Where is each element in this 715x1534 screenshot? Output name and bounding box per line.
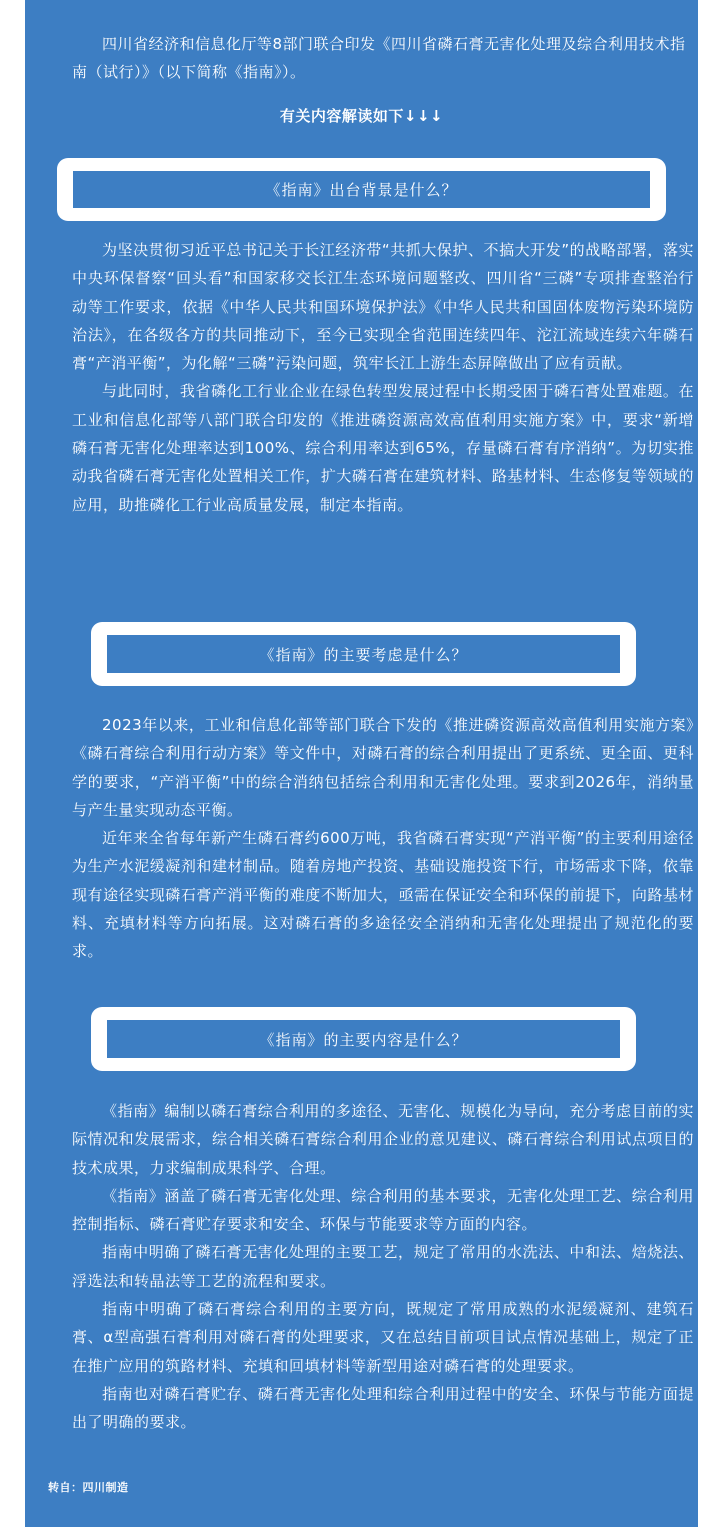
paragraph-content-2: 《指南》涵盖了磷石膏无害化处理、综合利用的基本要求，无害化处理工艺、综合利用控制指标、磷石膏贮存要求和安全、环保与节能要求等方面的内容。: [72, 1186, 694, 1234]
section-background-body: [72, 236, 694, 519]
article-panel: [25, 0, 698, 1527]
question-title-considerations: 《指南》的主要考虑是什么？: [107, 635, 620, 673]
intro-paragraph: 四川省经济和信息化厅等8部门联合印发《四川省磷石膏无害化处理及综合利用技术指南（试行）》（以下简称《指南》）。: [72, 35, 686, 81]
paragraph-content-3: 指南中明确了磷石膏无害化处理的主要工艺，规定了常用的水洗法、中和法、焙烧法、浮选法和转晶法等工艺的流程和要求。: [72, 1243, 694, 1290]
paragraph-background-2: 与此同时，我省磷化工行业企业在绿色转型发展过程中长期受困于磷石膏处置难题。在工业和信息化部等八部门联合印发的《推进磷资源高效高值利用实施方案》中，要求“新增磷石膏无害化处理率达到100%、综合利用率达到65%，存量磷石膏有序消纳”。为切实推动我省磷石膏无害化处置相关工作，扩大磷石膏在建筑材料、路基材料、生态修复等领域的应用，助推磷化工行业高质量发展，制定本指南。: [72, 382, 694, 514]
section-content-body: [72, 1097, 694, 1437]
paragraph-content-4: 指南中明确了磷石膏综合利用的主要方向，既规定了常用成熟的水泥缓凝剂、建筑石膏、α型高强石膏利用对磷石膏的处理要求，又在总结目前项目试点情况基础上，规定了正在推广应用的筑路材料、充填和回填材料等新型用途对磷石膏的处理要求。: [72, 1300, 694, 1375]
section-considerations-body: [72, 711, 694, 966]
intro-heading: 有关内容解读如下↓↓↓: [279, 107, 444, 125]
paragraph-considerations-2: 近年来全省每年新产生磷石膏约600万吨，我省磷石膏实现“产消平衡”的主要利用途径为生产水泥缓凝剂和建材制品。随着房地产投资、基础设施投资下行，市场需求下降，依靠现有途径实现磷石膏产消平衡的难度不断加大，亟需在保证安全和环保的前提下，向路基材料、充填材料等方向拓展。这对磷石膏的多途径安全消纳和无害化处理提出了规范化的要求。: [72, 829, 694, 961]
source-credit: 转自：四川制造: [48, 1481, 129, 1494]
paragraph-background-1: 为坚决贯彻习近平总书记关于长江经济带“共抓大保护、不搞大开发”的战略部署，落实中央环保督察“回头看”和国家移交长江生态环境问题整改、四川省“三磷”专项排查整治行动等工作要求，依据《中华人民共和国环境保护法》《中华人民共和国固体废物污染环境防治法》，在各级各方的共同推动下，至今已实现全省范围连续四年、沱江流域连续六年磷石膏“产消平衡”，为化解“三磷”污染问题，筑牢长江上游生态屏障做出了应有贡献。: [72, 241, 694, 373]
question-title-background: 《指南》出台背景是什么？: [73, 171, 650, 208]
paragraph-content-1: 《指南》编制以磷石膏综合利用的多途径、无害化、规模化为导向，充分考虑目前的实际情况和发展需求，综合相关磷石膏综合利用企业的意见建议、磷石膏综合利用试点项目的技术成果，力求编制成果科学、合理。: [72, 1102, 694, 1177]
paragraph-considerations-1: 2023年以来，工业和信息化部等部门联合下发的《推进磷资源高效高值利用实施方案》《磷石膏综合利用行动方案》等文件中，对磷石膏的综合利用提出了更系统、更全面、更科学的要求，“产消平衡”中的综合消纳包括综合利用和无害化处理。要求到2026年，消纳量与产生量实现动态平衡。: [72, 716, 694, 819]
paragraph-content-5: 指南也对磷石膏贮存、磷石膏无害化处理和综合利用过程中的安全、环保与节能方面提出了明确的要求。: [72, 1384, 694, 1432]
question-frame-considerations: [91, 622, 636, 686]
question-frame-background: [57, 158, 666, 221]
question-title-content: 《指南》的主要内容是什么？: [107, 1020, 620, 1058]
question-frame-content: [91, 1007, 636, 1071]
